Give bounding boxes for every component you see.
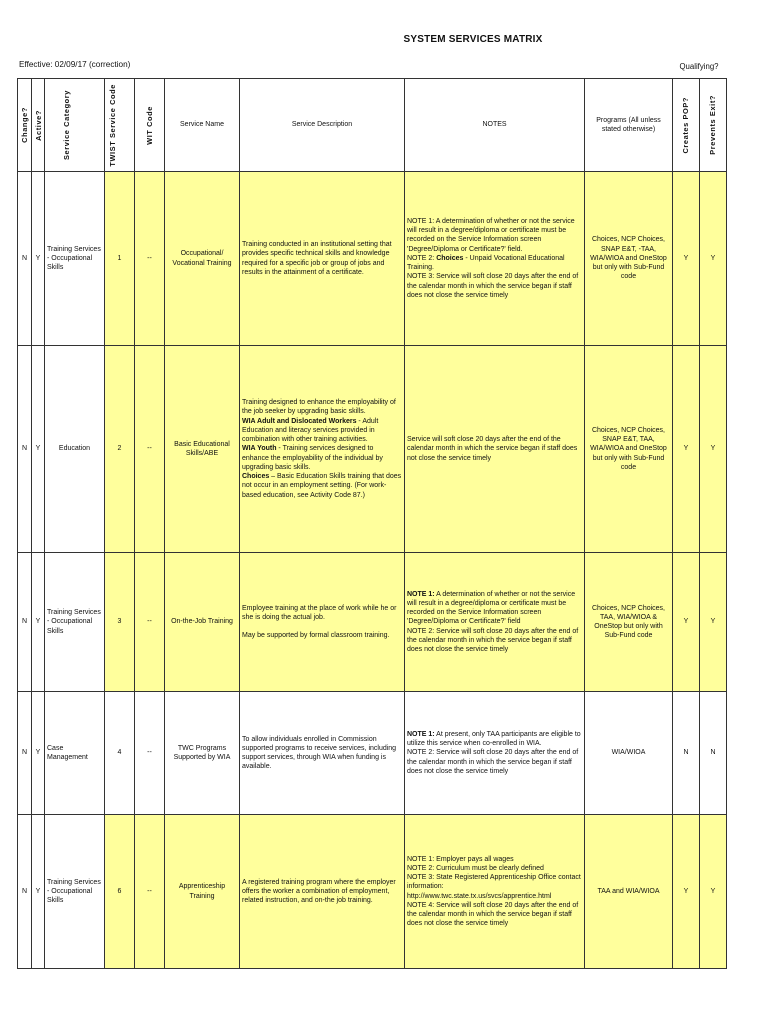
cell-prevents-exit: Y xyxy=(700,553,727,692)
cell-service-description: To allow individuals enrolled in Commission supported programs to receive services, including support services, through WIA when funding is available. xyxy=(240,692,405,815)
cell-category: Training Services - Occupational Skills xyxy=(45,815,105,969)
cell-creates-pop: N xyxy=(673,692,700,815)
cell-change: N xyxy=(18,692,32,815)
description-paragraph: Choices – Basic Education Skills training that does not occur in an employment setting. (For work-based education, see Activity Code 87.) xyxy=(242,473,402,499)
table-row xyxy=(18,692,727,815)
col-header-change: Change? xyxy=(18,79,32,172)
cell-category: Education xyxy=(45,346,105,553)
note-text: NOTE 2: Service will soft close 20 days after the end of the calendar month in which the service began if staff does not close the service timely xyxy=(407,627,579,654)
cell-creates-pop: Y xyxy=(673,346,700,553)
cell-notes xyxy=(405,172,585,346)
cell-change: N xyxy=(18,346,32,553)
col-header-prevents-exit: Prevents Exit? xyxy=(700,79,727,172)
cell-service-description: Training conducted in an institutional setting that provides specific technical skills and knowledge required for a specific job or group of jobs and results in the attainment of a certificate. xyxy=(240,172,405,346)
cell-notes xyxy=(405,553,585,692)
table-row xyxy=(18,553,727,692)
table-row xyxy=(18,172,727,346)
cell-wit-code: -- xyxy=(135,172,165,346)
col-header-wit-code: WIT Code xyxy=(135,79,165,172)
col-header-programs: Programs (All unless stated otherwise) xyxy=(585,79,673,172)
cell-service-name: On-the-Job Training xyxy=(165,553,240,692)
col-header-notes: NOTES xyxy=(405,79,585,172)
cell-notes xyxy=(405,815,585,969)
cell-active: Y xyxy=(32,692,45,815)
cell-service-name: Basic Educational Skills/ABE xyxy=(165,346,240,553)
note-text: NOTE 1: A determination of whether or not the service will result in a degree/diploma or certificate must be recorded on the Service Information screen 'Degree/Diploma or Certificate?' field xyxy=(407,590,576,626)
cell-creates-pop: Y xyxy=(673,553,700,692)
cell-programs: TAA and WIA/WIOA xyxy=(585,815,673,969)
col-header-category: Service Category xyxy=(45,79,105,172)
note-text: NOTE 1: A determination of whether or not the service will result in a degree/diploma or certificate must be recorded on the Service Information screen 'Degree/Diploma or Certificate?' field. xyxy=(407,217,575,253)
description-paragraph: Employee training at the place of work while he or she is doing the actual job. xyxy=(242,604,397,621)
qualifying-label: Qualifying? xyxy=(679,62,719,71)
col-header-twist-code: TWIST Service Code xyxy=(105,79,135,172)
cell-twist-code: 4 xyxy=(105,692,135,815)
note-text: NOTE 2: Service will soft close 20 days after the end of the calendar month in which the service began if staff does not close the service timely xyxy=(407,749,579,775)
cell-twist-code: 1 xyxy=(105,172,135,346)
cell-change: N xyxy=(18,553,32,692)
cell-active: Y xyxy=(32,346,45,553)
cell-notes xyxy=(405,692,585,815)
cell-prevents-exit: Y xyxy=(700,346,727,553)
note-text: NOTE 1: At present, only TAA participants are eligible to utilize this service when co-enrolled in WIA. xyxy=(407,730,581,748)
cell-service-name: Apprenticeship Training xyxy=(165,815,240,969)
description-intro: Training designed to enhance the employability of the job seeker by upgrading basic skills. xyxy=(242,399,396,416)
col-header-active: Active? xyxy=(32,79,45,172)
note-text: NOTE 1: Employer pays all wages xyxy=(407,855,514,863)
table-row xyxy=(18,815,727,969)
cell-service-description xyxy=(240,553,405,692)
note-text: NOTE 3: State Registered Apprenticeship Office contact information: http://www.twc.state.tx.us/svcs/apprentice.html xyxy=(407,874,581,900)
note-text: NOTE 2: Curriculum must be clearly defined xyxy=(407,864,544,872)
cell-change: N xyxy=(18,815,32,969)
cell-wit-code: -- xyxy=(135,553,165,692)
cell-change: N xyxy=(18,172,32,346)
cell-service-description xyxy=(240,346,405,553)
cell-category: Training Services - Occupational Skills xyxy=(45,172,105,346)
cell-category: Case Management xyxy=(45,692,105,815)
cell-wit-code: -- xyxy=(135,692,165,815)
description-paragraph: May be supported by formal classroom training. xyxy=(242,632,390,640)
col-header-service-name: Service Name xyxy=(165,79,240,172)
page-title: SYSTEM SERVICES MATRIX xyxy=(403,34,543,45)
cell-notes: Service will soft close 20 days after the end of the calendar month in which the service began if staff does not close the service timely xyxy=(405,346,585,553)
cell-programs: WIA/WIOA xyxy=(585,692,673,815)
cell-active: Y xyxy=(32,553,45,692)
cell-active: Y xyxy=(32,172,45,346)
note-text: NOTE 4: Service will soft close 20 days after the end of the calendar month in which the service began if staff does not close the service timely xyxy=(407,901,579,928)
effective-date: Effective: 02/09/17 (correction) xyxy=(19,60,131,69)
cell-service-name: TWC Programs Supported by WIA xyxy=(165,692,240,815)
cell-creates-pop: Y xyxy=(673,172,700,346)
col-header-service-description: Service Description xyxy=(240,79,405,172)
cell-service-description: A registered training program where the employer offers the worker a combination of employment, related instruction, and on-the job training. xyxy=(240,815,405,969)
cell-programs: Choices, NCP Choices, SNAP E&T, -TAA, WIA/WIOA and OneStop but only with Sub-Fund code xyxy=(585,172,673,346)
cell-twist-code: 6 xyxy=(105,815,135,969)
cell-prevents-exit: N xyxy=(700,692,727,815)
cell-prevents-exit: Y xyxy=(700,172,727,346)
cell-category: Training Services - Occupational Skills xyxy=(45,553,105,692)
cell-wit-code: -- xyxy=(135,346,165,553)
services-matrix-table xyxy=(17,78,727,969)
cell-twist-code: 2 xyxy=(105,346,135,553)
description-paragraph: WIA Youth - Training services designed to enhance the employability of the individual by upgrading basic skills. xyxy=(242,445,383,471)
cell-twist-code: 3 xyxy=(105,553,135,692)
cell-active: Y xyxy=(32,815,45,969)
cell-wit-code: -- xyxy=(135,815,165,969)
note-text: NOTE 3: Service will soft close 20 days after the end of the calendar month in which the service began if staff does not close the service timely xyxy=(407,273,579,299)
note-text: NOTE 2: Choices - Unpaid Vocational Educational Training. xyxy=(407,254,565,272)
cell-prevents-exit: Y xyxy=(700,815,727,969)
cell-programs: Choices, NCP Choices, SNAP E&T, TAA, WIA/WIOA and OneStop but only with Sub-Fund code xyxy=(585,346,673,553)
header-row xyxy=(18,79,727,172)
table-row xyxy=(18,346,727,553)
col-header-creates-pop: Creates POP? xyxy=(673,79,700,172)
cell-service-name: Occupational/ Vocational Training xyxy=(165,172,240,346)
cell-programs: Choices, NCP Choices, TAA, WIA/WIOA & OneStop but only with Sub-Fund code xyxy=(585,553,673,692)
cell-creates-pop: Y xyxy=(673,815,700,969)
description-paragraph: WIA Adult and Dislocated Workers - Adult Education and literacy services provided in combination with other training activities. xyxy=(242,417,379,444)
